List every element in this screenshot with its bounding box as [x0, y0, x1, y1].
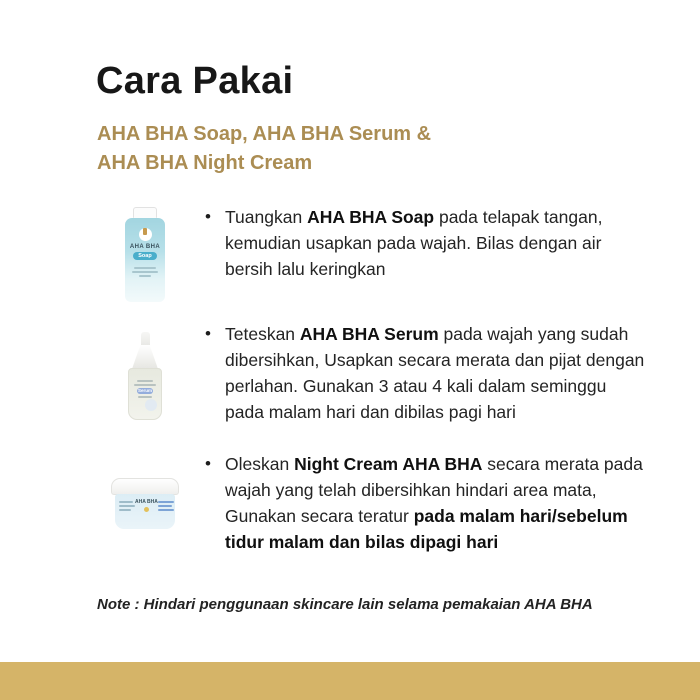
subtitle [97, 120, 431, 178]
footer-accent-bar [0, 662, 700, 700]
serum-label-badge: Serum [137, 388, 152, 393]
bullet-icon: • [205, 324, 211, 343]
product-image-column [85, 204, 205, 302]
label-text-placeholder [134, 384, 156, 386]
bullet-icon: • [205, 454, 211, 473]
step-text-segment: pada telapak tangan, kemudian usapkan pada wajah. Bilas dengan air bersih lalu keringkan [225, 207, 603, 279]
serum-bottle-body [128, 368, 162, 420]
step-text-segment: Teteskan [225, 324, 300, 344]
product-image-column [85, 321, 205, 425]
cream-jar-body [115, 494, 175, 529]
footer-note: Note : Hindari penggunaan skincare lain selama pemakaian AHA BHA [97, 596, 593, 613]
step-text-bold: Night Cream AHA BHA [294, 454, 483, 474]
label-text-placeholder [132, 271, 158, 273]
step-row-night-cream [85, 451, 660, 555]
step-text-bold: AHA BHA Soap [307, 207, 435, 227]
serum-bottle-image [125, 332, 165, 420]
step-text-bold: AHA BHA Serum [299, 324, 439, 344]
step-text-segment: Oleskan [225, 454, 295, 474]
page-title: Cara Pakai [96, 60, 294, 102]
step-text-segment: Tuangkan [225, 207, 308, 227]
label-text-placeholder [138, 396, 152, 398]
step-text-block [205, 451, 645, 555]
label-text-placeholder [139, 275, 151, 277]
soap-bottle-body [125, 218, 165, 302]
step-text-block [205, 321, 645, 425]
cream-jar-lid [111, 478, 179, 495]
gold-dot-icon [144, 507, 149, 512]
soap-bottle-image [125, 207, 165, 302]
serum-dropper-cap [132, 345, 158, 369]
brand-logo-mark [143, 228, 147, 235]
label-text-placeholder [158, 499, 174, 529]
subtitle-line-1: AHA BHA Soap, AHA BHA Serum & [97, 123, 432, 145]
serum-label-watermark [145, 399, 157, 411]
label-text-placeholder [119, 499, 135, 529]
cream-jar-image [110, 478, 180, 529]
step-text-block [205, 204, 645, 302]
serum-dropper-top [141, 332, 150, 345]
step-text-segment: pada wajah yang sudah dibersihkan, Usapkan secara merata dan pijat dengan perlahan. Gunakan 3 atau 4 kali dalam seminggu pada malam hari dan dibilas pagi hari [225, 324, 645, 422]
product-image-column [85, 451, 205, 555]
soap-label-brand: AHA BHA [129, 244, 161, 250]
cream-label-brand: AHA BHA [135, 499, 158, 529]
label-text-placeholder [134, 267, 156, 269]
step-text-segment: secara merata pada wajah yang telah dibersihkan hindari area mata, Gunakan secara teratur [225, 454, 643, 526]
label-text-placeholder [137, 380, 153, 382]
step-instruction [225, 204, 645, 302]
soap-label-badge: Soap [133, 252, 157, 260]
step-text-bold: pada malam hari/sebelum tidur malam dan bilas dipagi hari [225, 506, 628, 552]
soap-bottle-cap [133, 207, 157, 218]
subtitle-line-2: AHA BHA Night Cream [97, 152, 313, 174]
step-row-soap [85, 204, 660, 302]
step-instruction [225, 321, 645, 425]
step-instruction [225, 451, 645, 555]
bullet-icon: • [205, 207, 211, 226]
brand-logo-icon [139, 228, 152, 241]
step-row-serum [85, 321, 660, 425]
